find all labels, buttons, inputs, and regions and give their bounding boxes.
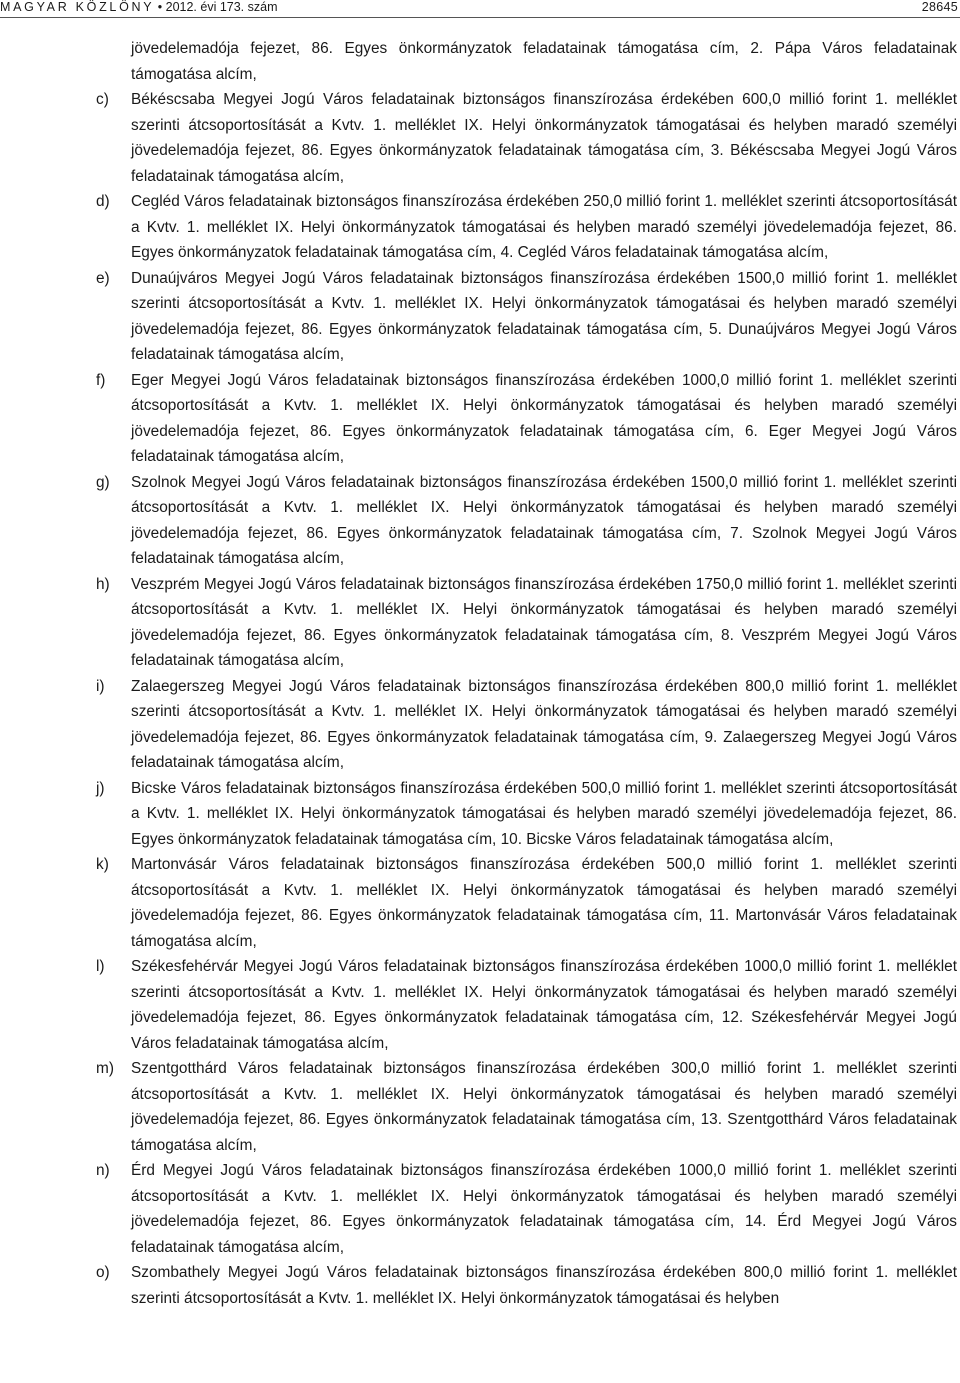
list-item xyxy=(96,776,957,853)
list-item xyxy=(96,1158,957,1260)
document-body xyxy=(0,36,960,1311)
list-item xyxy=(96,674,957,776)
list-item-marker: e) xyxy=(96,269,110,287)
list-item-text: Dunaújváros Megyei Jogú Város feladatainak biztonságos finanszírozása érdekében 1500,0 millió forint 1. melléklet szerinti átcsoportosítását a Kvtv. 1. melléklet IX. Helyi önkormányzatok támogatásai és helyben maradó személyi jövedelemadója fejezet, 86. Egyes önkormányzatok feladatainak támogatása cím, 5. Dunaújváros Megyei Jogú Város feladatainak támogatása alcím, xyxy=(131,269,957,363)
list-item xyxy=(96,189,957,266)
list-item xyxy=(96,954,957,1056)
list-item-marker: m) xyxy=(96,1060,114,1077)
page-number: 28645 xyxy=(921,0,958,14)
list-item xyxy=(96,266,957,368)
list-item xyxy=(96,852,957,954)
list-item-marker: d) xyxy=(96,193,110,210)
list-item-marker: j) xyxy=(96,779,105,797)
list-item-text: Martonvásár Város feladatainak biztonságos finanszírozása érdekében 500,0 millió forint 1. melléklet szerinti átcsoportosítását a Kvtv. 1. melléklet IX. Helyi önkormányzatok támogatásai és helyben maradó személyi jövedelemadója fejezet, 86. Egyes önkormányzatok feladatainak támogatása cím, 11. Martonvásár Város feladatainak támogatása alcím, xyxy=(131,856,957,950)
list-item xyxy=(96,368,957,470)
header-left xyxy=(0,0,278,14)
list-item-text: Szolnok Megyei Jogú Város feladatainak biztonságos finanszírozása érdekében 1500,0 millió forint 1. melléklet szerinti átcsoportosítását a Kvtv. 1. melléklet IX. Helyi önkormányzatok támogatásai és helyben maradó személyi jövedelemadója fejezet, 86. Egyes önkormányzatok feladatainak támogatása cím, 7. Szolnok Megyei Jogú Város feladatainak támogatása alcím, xyxy=(131,473,957,567)
list-item-text: Szentgotthárd Város feladatainak biztonságos finanszírozása érdekében 300,0 millió forint 1. melléklet szerinti átcsoportosítását a Kvtv. 1. melléklet IX. Helyi önkormányzatok támogatásai és helyben maradó személyi jövedelemadója fejezet, 86. Egyes önkormányzatok feladatainak támogatása cím, 13. Szentgotthárd Város feladatainak támogatása alcím, xyxy=(131,1060,957,1154)
list-item-marker: f) xyxy=(96,371,106,389)
list-item-text: Eger Megyei Jogú Város feladatainak biztonságos finanszírozása érdekében 1000,0 millió forint 1. melléklet szerinti átcsoportosítását a Kvtv. 1. melléklet IX. Helyi önkormányzatok támogatásai és helyben maradó személyi jövedelemadója fejezet, 86. Egyes önkormányzatok feladatainak támogatása cím, 6. Eger Megyei Jogú Város feladatainak támogatása alcím, xyxy=(131,371,957,465)
list-item-marker: k) xyxy=(96,856,109,873)
list-item xyxy=(96,87,957,189)
list-item-marker: h) xyxy=(96,575,110,593)
list-item-marker: i) xyxy=(96,677,105,695)
list-item-text: Zalaegerszeg Megyei Jogú Város feladatainak biztonságos finanszírozása érdekében 800,0 millió forint 1. melléklet szerinti átcsoportosítását a Kvtv. 1. melléklet IX. Helyi önkormányzatok támogatásai és helyben maradó személyi jövedelemadója fejezet, 86. Egyes önkormányzatok feladatainak támogatása cím, 9. Zalaegerszeg Megyei Jogú Város feladatainak támogatása alcím, xyxy=(131,677,957,771)
list-item xyxy=(96,470,957,572)
publication-title: MAGYAR KÖZLÖNY xyxy=(0,0,155,14)
list-item-text: Cegléd Város feladatainak biztonságos finanszírozása érdekében 250,0 millió forint 1. melléklet szerinti átcsoportosítását a Kvtv. 1. melléklet IX. Helyi önkormányzatok támogatásai és helyben maradó személyi jövedelemadója fejezet, 86. Egyes önkormányzatok feladatainak támogatása cím, 4. Cegléd Város feladatainak támogatása alcím, xyxy=(131,193,957,261)
list-item-text: Bicske Város feladatainak biztonságos finanszírozása érdekében 500,0 millió forint 1. melléklet szerinti átcsoportosítását a Kvtv. 1. melléklet IX. Helyi önkormányzatok támogatásai és helyben maradó személyi jövedelemadója fejezet, 86. Egyes önkormányzatok feladatainak támogatása cím, 10. Bicske Város feladatainak támogatása alcím, xyxy=(131,779,957,848)
list-item xyxy=(96,1260,957,1311)
header-separator: • xyxy=(157,0,163,14)
list-item-text: Érd Megyei Jogú Város feladatainak biztonságos finanszírozása érdekében 1000,0 millió forint 1. melléklet szerinti átcsoportosítását a Kvtv. 1. melléklet IX. Helyi önkormányzatok támogatásai és helyben maradó személyi jövedelemadója fejezet, 86. Egyes önkormányzatok feladatainak támogatása cím, 14. Érd Megyei Jogú Város feladatainak támogatása alcím, xyxy=(131,1162,957,1256)
page-header xyxy=(0,0,960,19)
list-item-marker: n) xyxy=(96,1162,110,1179)
list-item-marker: g) xyxy=(96,473,110,491)
issue-label: 2012. évi 173. szám xyxy=(165,0,278,14)
list-item-text: Szombathely Megyei Jogú Város feladatainak biztonságos finanszírozása érdekében 800,0 millió forint 1. melléklet szerinti átcsoportosítását a Kvtv. 1. melléklet IX. Helyi önkormányzatok támogatásai és helyben xyxy=(131,1264,957,1307)
list-item xyxy=(96,572,957,674)
list-item-text: Székesfehérvár Megyei Jogú Város feladatainak biztonságos finanszírozása érdekében 1000,0 millió forint 1. melléklet szerinti átcsoportosítását a Kvtv. 1. melléklet IX. Helyi önkormányzatok támogatásai és helyben maradó személyi jövedelemadója fejezet, 86. Egyes önkormányzatok feladatainak támogatása cím, 12. Székesfehérvár Megyei Jogú Város feladatainak támogatása alcím, xyxy=(131,958,957,1052)
list-item-text: Veszprém Megyei Jogú Város feladatainak biztonságos finanszírozása érdekében 1750,0 millió forint 1. melléklet szerinti átcsoportosítását a Kvtv. 1. melléklet IX. Helyi önkormányzatok támogatásai és helyben maradó személyi jövedelemadója fejezet, 86. Egyes önkormányzatok feladatainak támogatása cím, 8. Veszprém Megyei Jogú Város feladatainak támogatása alcím, xyxy=(131,575,957,669)
list-item-marker: c) xyxy=(96,91,109,108)
list-item-marker: l) xyxy=(96,958,105,975)
list-item-text: Békéscsaba Megyei Jogú Város feladatainak biztonságos finanszírozása érdekében 600,0 millió forint 1. melléklet szerinti átcsoportosítását a Kvtv. 1. melléklet IX. Helyi önkormányzatok támogatásai és helyben maradó személyi jövedelemadója fejezet, 86. Egyes önkormányzatok feladatainak támogatása cím, 3. Békéscsaba Megyei Jogú Város feladatainak támogatása alcím, xyxy=(131,91,957,185)
list-item xyxy=(96,1056,957,1158)
header-divider xyxy=(0,17,960,18)
list-item-marker: o) xyxy=(96,1264,110,1281)
lead-paragraph: jövedelemadója fejezet, 86. Egyes önkormányzatok feladatainak támogatása cím, 2. Pápa Város feladatainak támogatása alcím, xyxy=(131,40,957,83)
